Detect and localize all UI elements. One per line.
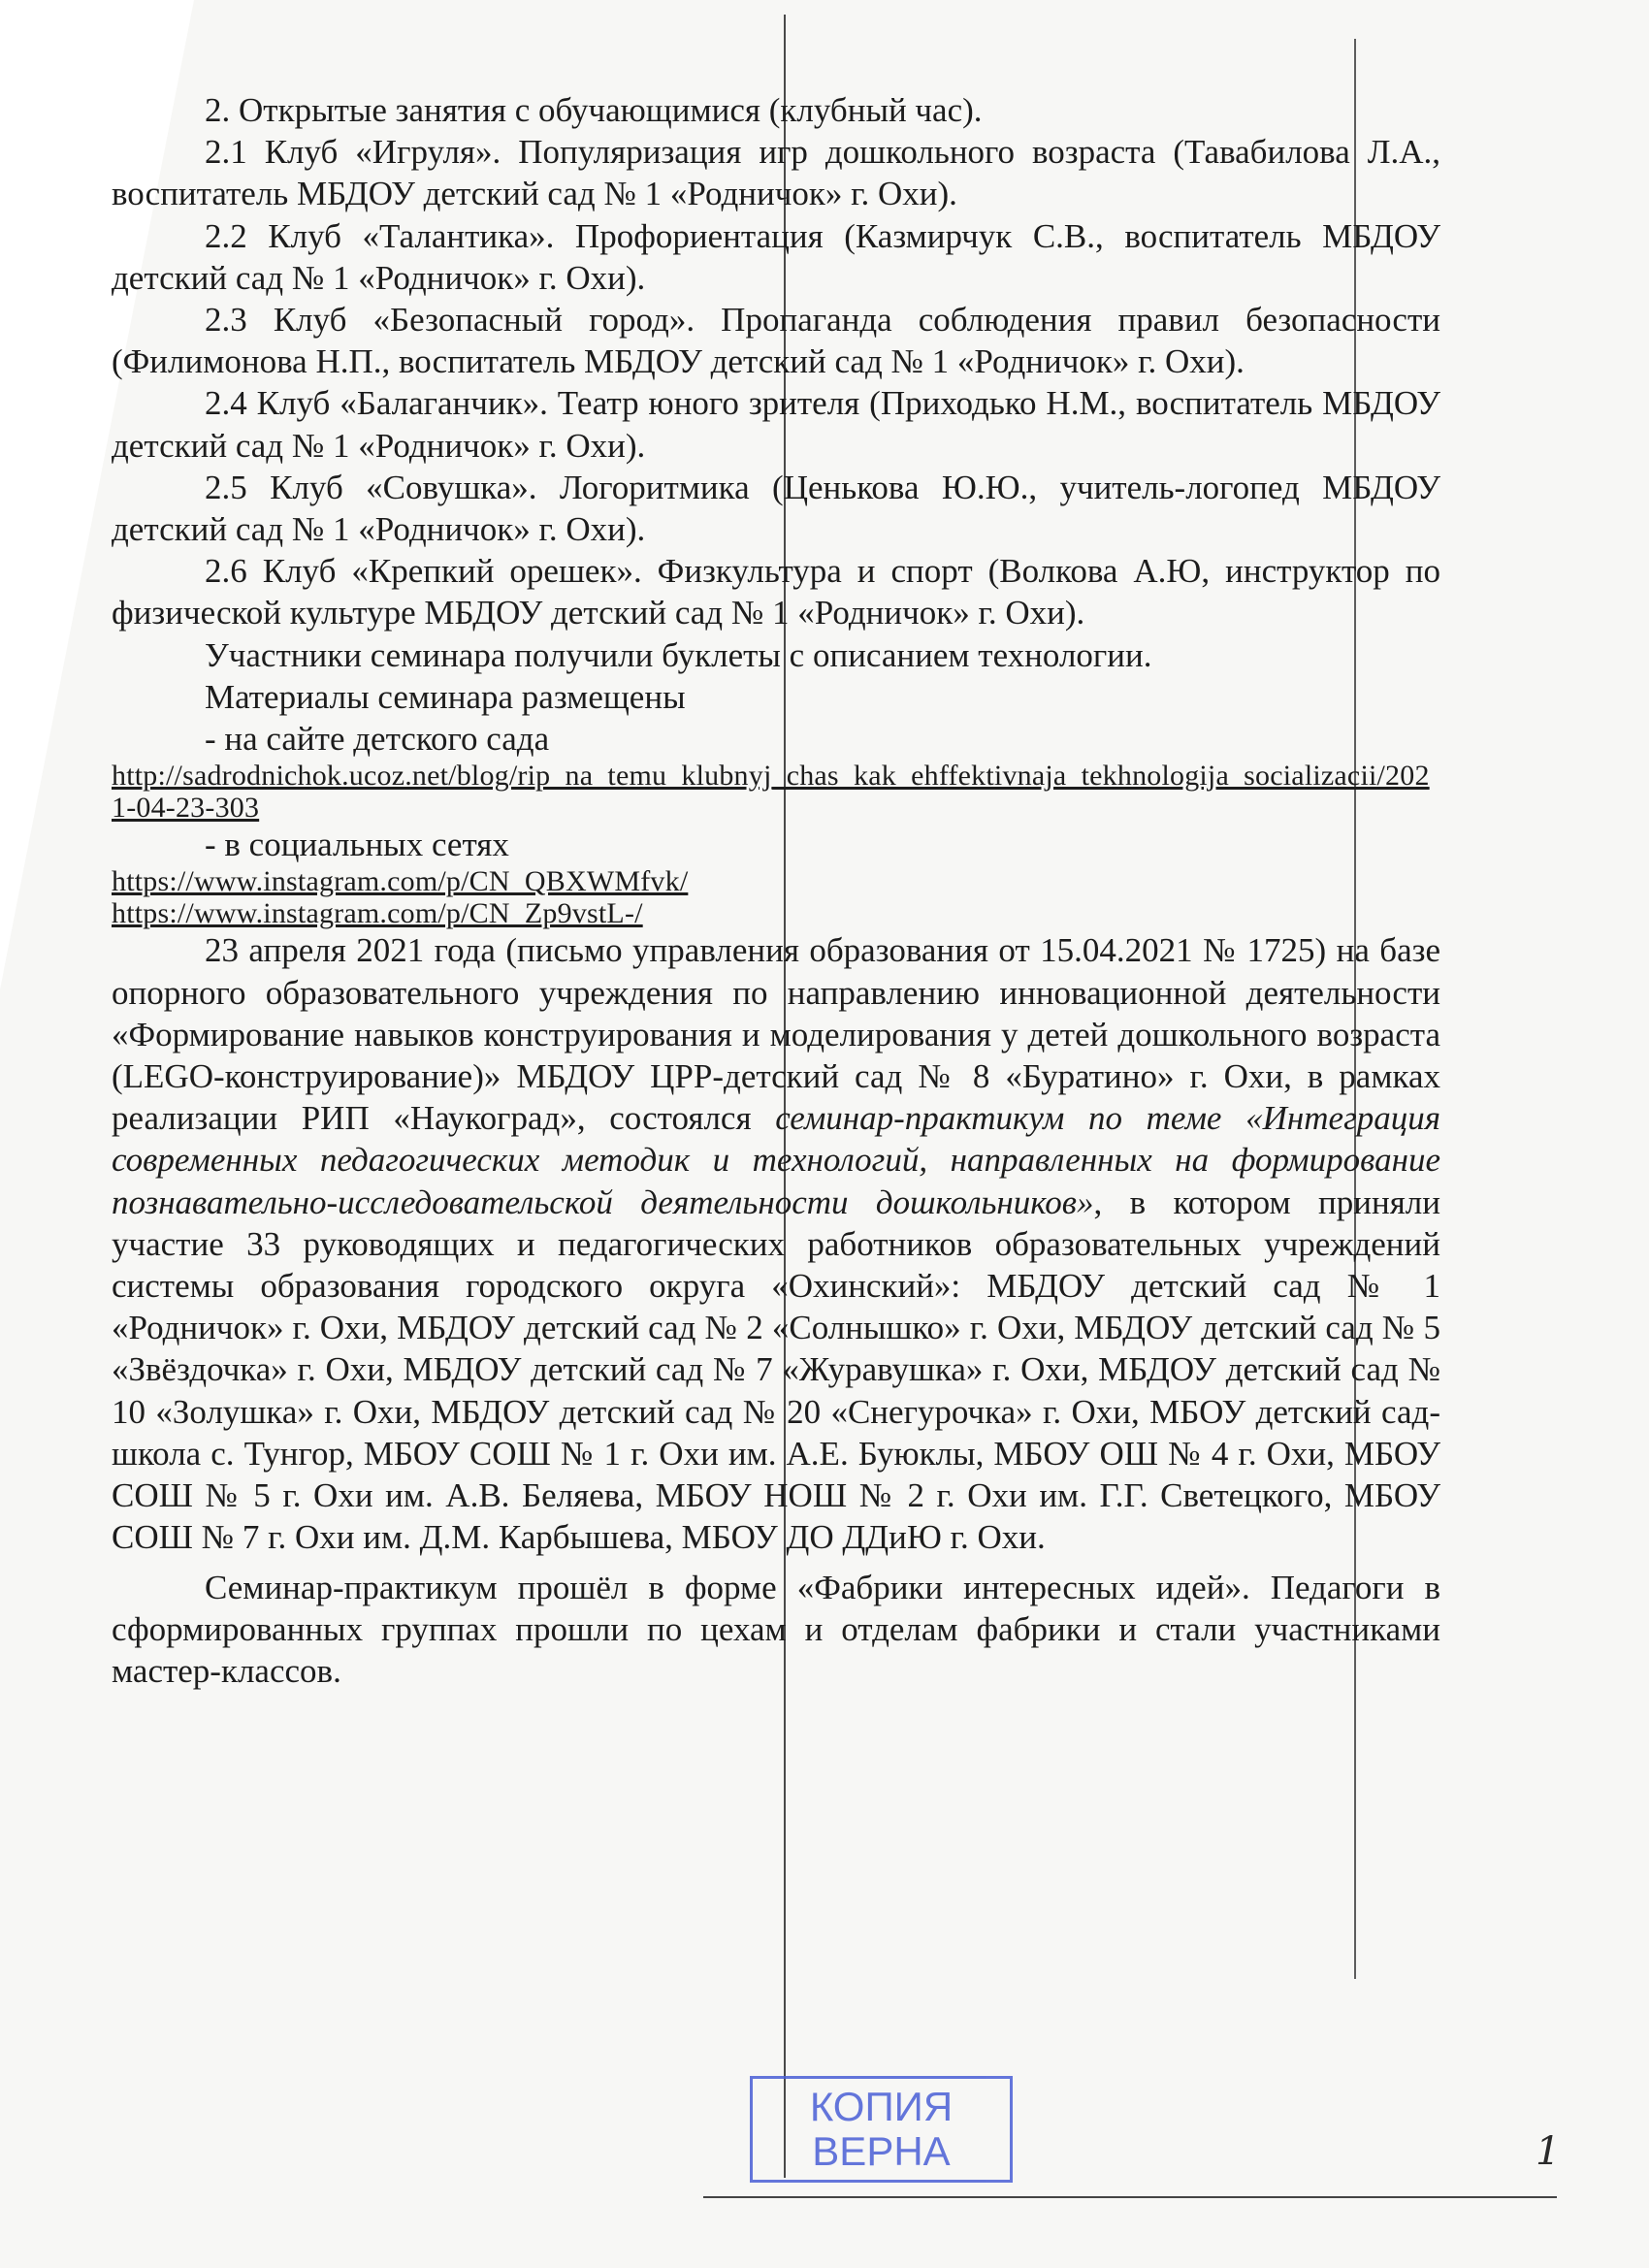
- seminar-intro: 23 апреля 2021 года (письмо управления образования от 15.04.2021 № 1725) на базе опорного образовательного учреждения по направлению инновационной деятельности «Формирование навыков конструирования и моделирования у детей дошкольного возраста (LEGO-конструирование)» МБДОУ ЦРР-детский сад № 8 «Буратино» г. Охи, в рамках реализации РИП «Наукоград», состоялся: [112, 931, 1440, 1138]
- paragraph-booklets: Участники семинара получили буклеты с описанием технологии.: [205, 635, 1152, 674]
- paragraph-club-sovushka: 2.5 Клуб «Совушка». Логоритмика (Ценькова Ю.Ю., учитель-логопед МБДОУ детский сад № 1 «Родничок» г. Охи).: [112, 468, 1440, 549]
- page-number: 1: [1536, 2129, 1561, 2174]
- paragraph-seminar: [112, 929, 1440, 1558]
- paragraph-closing: Семинар-практикум прошёл в форме «Фабрики интересных идей». Педагоги в сформированных группах прошли по цехам и отделам фабрики и стали участниками мастер-классов.: [112, 1568, 1440, 1690]
- seminar-topic: семинар-практикум по теме «Интеграция современных педагогических методик и технологий, направленных на формирование познавательно-исследовательской деятельности дошкольников»: [112, 1099, 1440, 1221]
- site-link[interactable]: http://sadrodnichok.ucoz.net/blog/rip_na_temu_klubnyj_chas_kak_ehffektivnaja_tekhnologija_socializacii/2021-04-23-303: [112, 760, 1430, 825]
- footer-divider: [703, 2196, 1557, 2198]
- stamp-line-1: КОПИЯ: [809, 2084, 954, 2129]
- paragraph-club-igrulya: 2.1 Клуб «Игруля». Популяризация игр дошкольного возраста (Тавабилова Л.А., воспитатель МБДОУ детский сад № 1 «Родничок» г. Охи).: [112, 133, 1440, 213]
- instagram-link-1[interactable]: https://www.instagram.com/p/CN_QBXWMfvk/: [112, 865, 689, 898]
- seminar-participants: , в котором приняли участие 33 руководящих и педагогических работников образовательных учреждений системы образования городского округа «Охинский»: МБДОУ детский сад № 1 «Родничок» г. Охи, МБДОУ детский сад № 2 «Солнышко» г. Охи, МБДОУ детский сад № 5 «Звёздочка» г. Охи, МБДОУ детский сад № 7 «Журавушка» г. Охи, МБДОУ детский сад № 10 «Золушка» г. Охи, МБДОУ детский сад № 20 «Снегурочка» г. Охи, МБОУ детский сад-школа с. Тунгор, МБОУ СОШ № 1 г. Охи им. А.Е. Буюклы, МБОУ ОШ № 4 г. Охи, МБОУ СОШ № 5 г. Охи им. А.В. Беляева, МБОУ НОШ № 2 г. Охи им. Г.Г. Светецкого, МБОУ СОШ № 7 г. Охи им. Д.М. Карбышева, МБОУ ДО ДДиЮ г. Охи.: [112, 1183, 1440, 1557]
- document-body: [112, 89, 1440, 1692]
- paragraph-site-label: - на сайте детского сада: [205, 720, 550, 759]
- paragraph-open-classes: 2. Открытые занятия с обучающимися (клубный час).: [205, 91, 983, 129]
- paragraph-club-talantika: 2.2 Клуб «Талантика». Профориентация (Казмирчук С.В., воспитатель МБДОУ детский сад № 1 «Родничок» г. Охи).: [112, 216, 1440, 297]
- copy-certified-stamp: [750, 2076, 1013, 2183]
- paragraph-materials: Материалы семинара размещены: [205, 677, 686, 716]
- paragraph-club-oreshek: 2.6 Клуб «Крепкий орешек». Физкультура и спорт (Волкова А.Ю, инструктор по физической культуре МБДОУ детский сад № 1 «Родничок» г. Охи).: [112, 552, 1440, 632]
- paragraph-club-balaganchik: 2.4 Клуб «Балаганчик». Театр юного зрителя (Приходько Н.М., воспитатель МБДОУ детский сад № 1 «Родничок» г. Охи).: [112, 384, 1440, 465]
- paragraph-club-safe-city: 2.3 Клуб «Безопасный город». Пропаганда соблюдения правил безопасности (Филимонова Н.П., воспитатель МБДОУ детский сад № 1 «Родничок» г. Охи).: [112, 301, 1440, 381]
- stamp-line-2: ВЕРНА: [812, 2128, 951, 2174]
- instagram-link-2[interactable]: https://www.instagram.com/p/CN_Zp9vstL-/: [112, 897, 643, 930]
- social-label: - в социальных сетях: [205, 826, 509, 864]
